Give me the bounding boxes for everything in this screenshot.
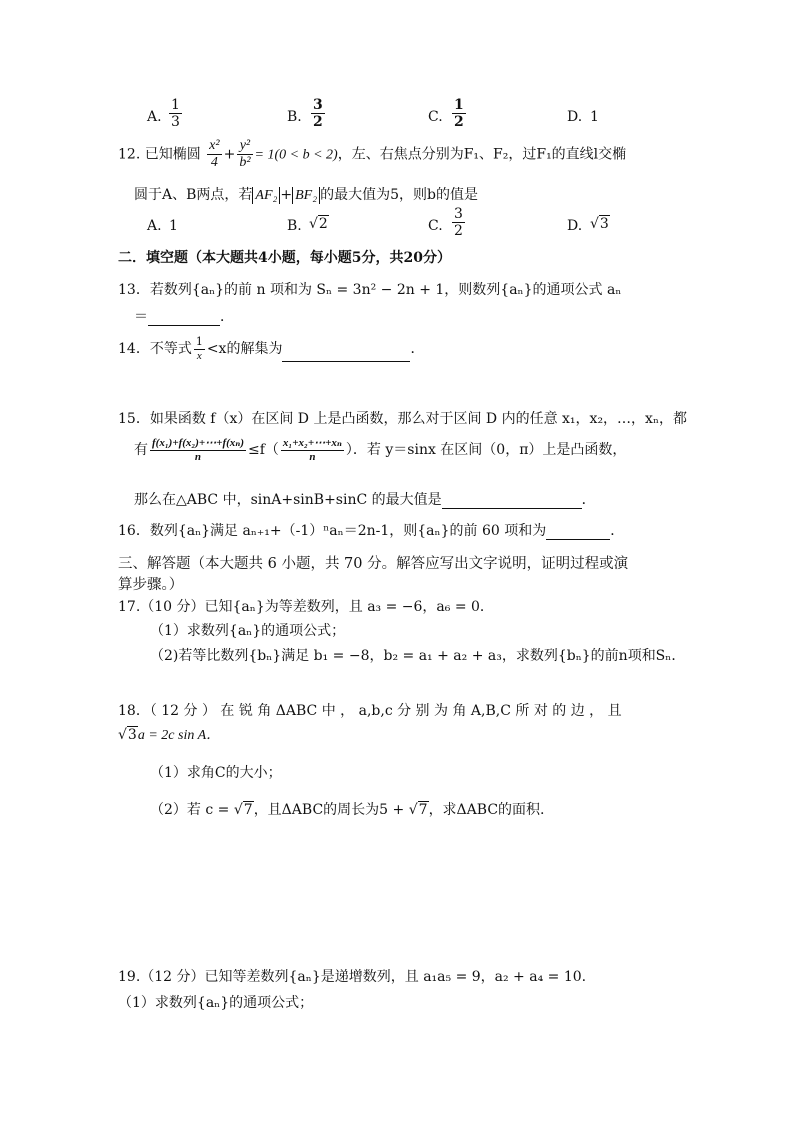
q15-rhs-fraction: $\frac{\text{x₁+x₂+⋯+xₙ}}{n}$ [282, 437, 342, 463]
q12-abs-plus: + [280, 187, 293, 203]
q12-text1: 已知椭圆 [144, 146, 201, 163]
q11-option-c-label: C. [428, 109, 443, 125]
q12-option-b-label: B. [287, 218, 302, 234]
q11-option-d-label: D. [567, 109, 583, 125]
q15-line2 [134, 437, 626, 463]
q19-line2: （1）求数列{aₙ}的通项公式； [118, 995, 314, 1011]
q18-line4-c: ，求ΔABC的面积. [428, 802, 545, 818]
q11-option-a-label: A. [147, 109, 162, 125]
q12-fraction-y: $\frac{\text{y²}}{\text{b²}}$ [239, 138, 251, 171]
q14-line [118, 336, 424, 362]
q14-answer-blank [282, 361, 410, 362]
q18-line1: 18．（ 12 分 ） 在 锐 角 ΔABC 中 ， a,b,c 分 别 为 角 A,B,C 所 对 的 边 ， 且 [118, 703, 622, 719]
q15-line2-post: ）．若 y＝sinx 在区间（0，π）上是凸函数， [345, 442, 627, 459]
q12-line2-a: 圆于A、B两点，若 [134, 187, 253, 203]
q12-option-c-fraction: $\frac{3}{2}$ [454, 206, 463, 240]
q15-mid: ≤f（ [247, 442, 279, 459]
q12-number: 12. [118, 146, 141, 163]
q13-line1: 13．若数列{aₙ}的前 n 项和为 Sₙ = 3n² − 2n + 1，则数列{aₙ}的通项公式 aₙ [118, 282, 622, 298]
q12-option-a-label: A. [147, 218, 162, 234]
q18-line2-rest: a = 2c sin A． [137, 728, 221, 743]
q16-answer-blank [546, 539, 610, 540]
q15-line1: 15．如果函数 f（x）在区间 D 上是凸函数，那么对于区间 D 内的任意 x₁，x₂，…，xₙ，都 [118, 411, 688, 427]
q12-line1 [118, 138, 626, 171]
q15-period: ． [581, 492, 596, 508]
q12-fraction-x: $\frac{\text{x²}}{4}$ [209, 138, 220, 171]
q12-line2 [134, 184, 478, 204]
q18-line4-a: （2）若 c = [150, 802, 234, 818]
q11-option-a-fraction: $\frac{1}{3}$ [171, 97, 180, 131]
q15-lhs-fraction: $\frac{\text{f(x₁)+f(x₂)+⋯+f(xₙ)}}{n}$ [152, 437, 244, 463]
q12-option-d-label: D. [567, 218, 583, 234]
q14-prefix: 14．不等式 [118, 341, 192, 358]
q11-option-d-value: 1 [590, 109, 599, 125]
q18-line2 [118, 724, 220, 744]
q18-line4-b: ，且ΔABC的周长为5 + [253, 802, 409, 818]
q14-suffix: <x的解集为 [206, 341, 283, 358]
q14-period: ． [410, 341, 425, 358]
section3-line2: 算步骤。） [118, 577, 184, 593]
q12-line2-b: 的最大值为5，则b的值是 [320, 187, 478, 203]
q16-period: ． [610, 523, 625, 539]
q18-sqrt3: √3 [118, 727, 137, 743]
q11-option-b-label: B. [287, 109, 302, 125]
q12-options [147, 206, 667, 246]
q17-line1: 17.（10 分）已知{aₙ}为等差数列，且 a₃ = −6，a₆ = 0． [118, 599, 494, 615]
q15-line3 [134, 489, 596, 509]
q12-abs-af2: AF₂ [252, 187, 280, 204]
section2-title: 二．填空题（本大题共4小题，每小题5分，共20分） [118, 250, 451, 266]
q11-option-b-fraction: $\frac{3}{2}$ [313, 97, 323, 131]
q16-line [118, 520, 624, 540]
q18-line4 [150, 799, 545, 819]
q19-line1: 19.（12 分）已知等差数列{aₙ}是递增数列，且 a₁a₅ = 9，a₂ + a₄ = 10. [118, 969, 587, 985]
q12-option-d-sqrt: √3 [590, 216, 609, 232]
q14-fraction: $\frac{1}{x}$ [195, 335, 203, 362]
q18-sqrt7-a: √7 [233, 802, 253, 818]
q13-period: ． [220, 309, 234, 325]
q13-line2 [134, 306, 234, 326]
q18-sqrt7-b: √7 [408, 802, 428, 818]
q12-option-b-sqrt: √2 [309, 216, 328, 232]
q13-answer-blank [148, 325, 220, 326]
q15-line3-text: 那么在△ABC 中，sinA+sinB+sinC 的最大值是 [134, 492, 442, 508]
q13-equals: ＝ [134, 309, 148, 325]
q11-options [147, 97, 667, 137]
q12-text2: ，左、右焦点分别为F₁、F₂，过F₁的直线l交椭 [337, 146, 627, 163]
q12-option-a-value: 1 [169, 218, 178, 234]
q12-option-c-label: C. [428, 218, 443, 234]
q18-line3: （1）求角C的大小； [150, 765, 282, 781]
q15-line2-pre: 有 [134, 442, 148, 459]
q12-abs-bf2: BF₂ [292, 187, 320, 204]
q16-text: 16．数列{aₙ}满足 aₙ₊₁+（-1）ⁿaₙ＝2n-1，则{aₙ}的前 60 项和为 [118, 523, 547, 539]
q17-line2: （1）求数列{aₙ}的通项公式； [150, 623, 346, 639]
section3-line1: 三、解答题（本大题共 6 小题，共 70 分。解答应写出文字说明，证明过程或演 [118, 556, 629, 572]
q12-condition: = 1(0 < b < 2) [254, 147, 338, 163]
q15-answer-blank [442, 508, 582, 509]
q12-plus: + [223, 146, 236, 163]
q17-line3: （2)若等比数列{bₙ}满足 b₁ = −8，b₂ = a₁ + a₂ + a₃，求数列{bₙ}的前n项和Sₙ． [150, 648, 686, 664]
q11-option-c-fraction: $\frac{1}{2}$ [454, 97, 464, 131]
